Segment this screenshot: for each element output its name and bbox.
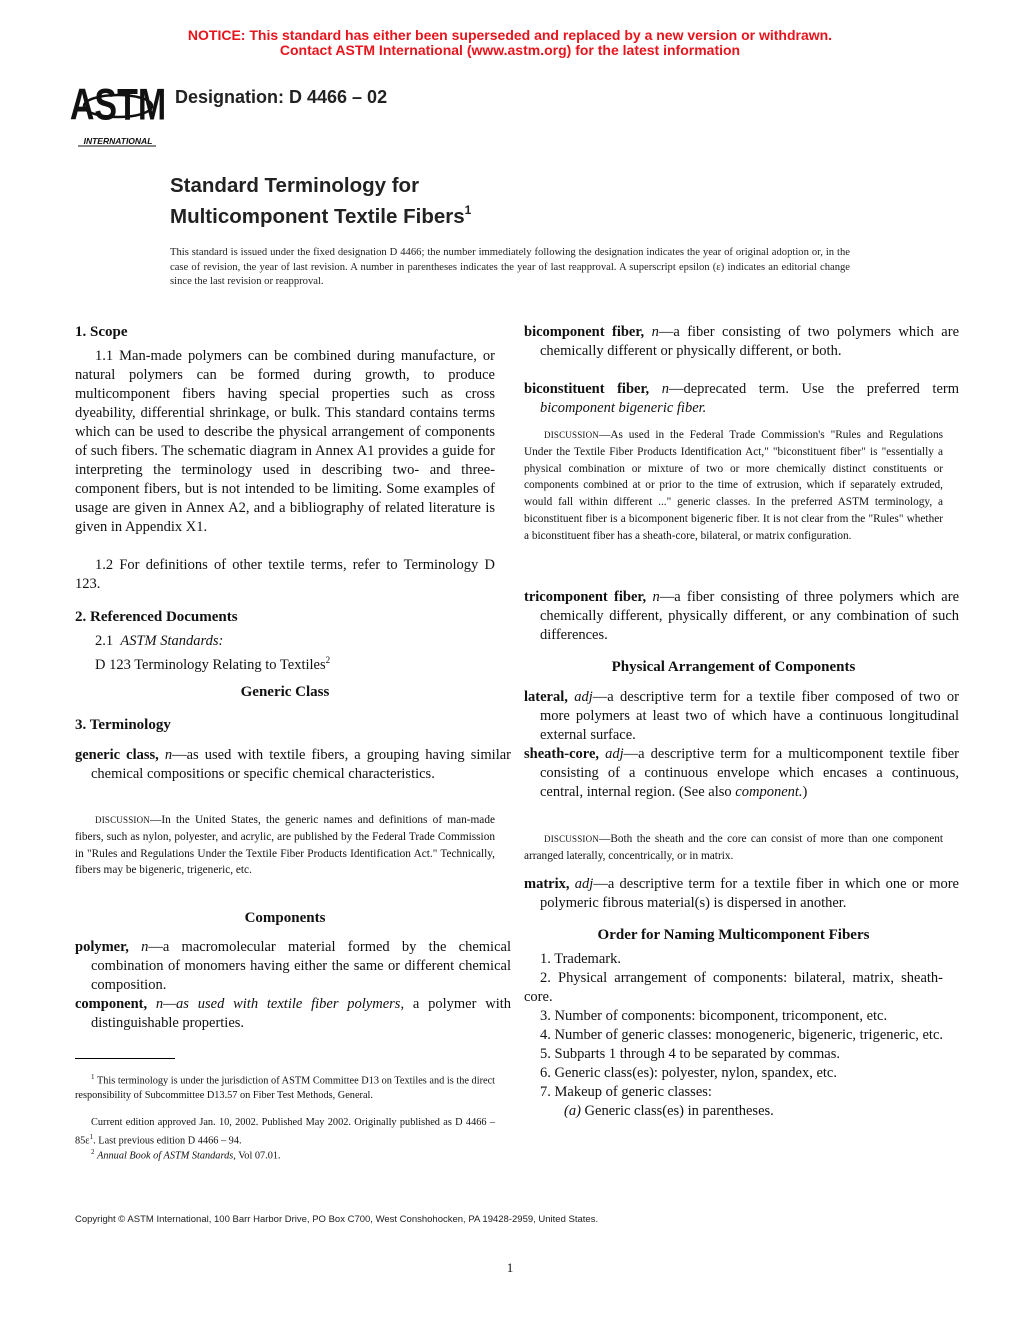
order-item: 5. Subparts 1 through 4 to be separated by commas. bbox=[540, 1046, 841, 1062]
term-name: biconstituent fiber, bbox=[524, 381, 650, 397]
reference-d123 bbox=[75, 651, 495, 675]
term-sheath-core bbox=[524, 745, 959, 802]
term-pos: n bbox=[651, 324, 659, 340]
term-pos: adj bbox=[574, 689, 593, 705]
term-pos: n bbox=[652, 589, 660, 605]
order-naming-heading: Order for Naming Multicomponent Fibers bbox=[597, 927, 870, 943]
astm-standards-label: ASTM Standards: bbox=[120, 633, 224, 649]
discussion-label: DISCUSSION bbox=[544, 834, 600, 844]
discussion-label: DISCUSSION bbox=[95, 815, 151, 825]
footnote-text-italic: Annual Book of ASTM Standards bbox=[97, 1150, 234, 1162]
discussion-label: DISCUSSION bbox=[544, 430, 600, 440]
term-name: generic class, bbox=[75, 747, 159, 763]
term-definition: —a descriptive term for a multicomponent textile fiber consisting of a continuous envelope which encases a continuous, central, internal region. (See also bbox=[540, 746, 959, 800]
svg-text:ASTM: ASTM bbox=[69, 80, 167, 130]
order-item: 2. Physical arrangement of components: bilateral, matrix, sheath-core. bbox=[524, 970, 943, 1005]
notice-line-2: Contact ASTM International (www.astm.org) for the latest information bbox=[279, 42, 741, 58]
title-line-2: Multicomponent Textile Fibers bbox=[170, 205, 465, 228]
term-definition: —a descriptive term for a textile fiber in which one or more polymeric fibrous material(s) is dispersed in another. bbox=[540, 876, 959, 911]
paragraph-2-1 bbox=[75, 632, 495, 651]
footnote-text: This terminology is under the jurisdiction of ASTM Committee D13 on Textiles and is the direct responsibility of Subcommittee D13.57 on Fiber Test Methods, General. bbox=[75, 1075, 495, 1102]
footnote-2 bbox=[75, 1145, 495, 1163]
term-pos: n bbox=[155, 996, 164, 1012]
paragraph-number: 2.1 bbox=[95, 633, 114, 649]
order-list bbox=[524, 950, 943, 1121]
page-title bbox=[170, 174, 471, 229]
term-pos: adj bbox=[605, 746, 624, 762]
reference-d123-text: D 123 Terminology Relating to Textiles bbox=[95, 656, 326, 673]
title-footnote-mark: 1 bbox=[464, 203, 472, 217]
order-item: 6. Generic class(es): polyester, nylon, spandex, etc. bbox=[540, 1065, 837, 1081]
term-pos: n bbox=[141, 939, 149, 955]
notice-line-1: NOTICE: This standard has either been superseded and replaced by a new version or withdrawn. bbox=[187, 27, 833, 43]
discussion-generic-class bbox=[75, 812, 495, 879]
footnote-text: , Vol 07.01. bbox=[233, 1150, 281, 1162]
term-component bbox=[75, 995, 511, 1033]
term-generic-class bbox=[75, 746, 511, 784]
term-bicomponent-fiber bbox=[524, 323, 959, 361]
preamble: This standard is issued under the fixed designation D 4466; the number immediately following the designation indicates the year of original adoption or, in the case of revision, the year of last revision. A number in parentheses indicates the year of last reapproval. A superscript epsilon (ε) indicates an editorial change since the last revision or reapproval. bbox=[170, 247, 850, 288]
term-definition: —a fiber consisting of two polymers which are chemically different or physically different, or both. bbox=[540, 324, 960, 359]
physical-arrangement-heading: Physical Arrangement of Components bbox=[611, 659, 856, 675]
discussion-text: —In the United States, the generic names and definitions of man-made fibers, such as nylon, polyester, and acrylic, are published by the Federal Trade Commission in "Rules and Regulations Under the Textile Fiber Products Identification Act." Technically, fibers may be bigeneric, trigeneric, etc. bbox=[75, 814, 495, 877]
term-lateral bbox=[524, 688, 959, 745]
term-name: bicomponent fiber, bbox=[524, 324, 645, 340]
copyright: Copyright © ASTM International, 100 Barr Harbor Drive, PO Box C700, West Conshohocken, PA 19428-2959, United States. bbox=[75, 1214, 599, 1225]
discussion-sheath-core bbox=[524, 831, 943, 865]
term-tricomponent-fiber bbox=[524, 588, 959, 645]
term-name: component, bbox=[75, 996, 148, 1012]
footnote-sup: 1 bbox=[89, 1133, 94, 1141]
sub-item-label: (a) bbox=[564, 1103, 581, 1119]
term-pos: adj bbox=[574, 876, 594, 892]
generic-class-heading: Generic Class bbox=[240, 684, 330, 700]
term-name: polymer, bbox=[75, 939, 129, 955]
term-definition: —deprecated term. Use the preferred term bbox=[668, 381, 959, 397]
footnote-mark: 2 bbox=[91, 1148, 95, 1156]
paragraph-1-2: 1.2 For definitions of other textile terms, refer to Terminology D 123. bbox=[75, 557, 495, 592]
footnote-mark: 1 bbox=[91, 1073, 95, 1081]
order-item: 7. Makeup of generic classes: bbox=[540, 1084, 712, 1100]
svg-text:INTERNATIONAL: INTERNATIONAL bbox=[83, 136, 153, 146]
term-pos: n bbox=[661, 381, 669, 397]
term-pos: n bbox=[164, 747, 173, 763]
term-name: tricomponent fiber, bbox=[524, 589, 647, 605]
term-definition: —a descriptive term for a textile fiber composed of two or more polymers at least two of which have a continuous longitudinal external surface. bbox=[540, 689, 960, 743]
discussion-text: —As used in the Federal Trade Commission's "Rules and Regulations Under the Textile Fiber Products Identification Act," "biconstituent fiber" is "essentially a physical combination or mixture of two or more chemically distinct constituents or components combined at or prior to the time of extrusion, which if separately extruded, would fall within different ..." generic classes. In the preferred ASTM terminology, a biconstituent fiber is a bicomponent bigeneric fiber. It is not clear from the "Rules" whether a biconstituent fiber has a sheath-core, bilateral, or matrix configuration. bbox=[524, 429, 943, 542]
term-definition: —a macromolecular material formed by the chemical combination of monomers having either the same or different chemical composition. bbox=[91, 939, 511, 993]
designation: Designation: D 4466 – 02 bbox=[175, 87, 388, 107]
term-definition-italic: —as used with textile fiber polymers bbox=[163, 996, 401, 1012]
term-matrix bbox=[524, 875, 959, 913]
term-definition: , a polymer with distinguishable properties. bbox=[91, 996, 511, 1031]
footnote-text: Current edition approved Jan. 10, 2002. Published May 2002. Originally published as D 4466 – 85ε bbox=[75, 1117, 495, 1147]
page-number: 1 bbox=[506, 1260, 514, 1275]
astm-logo bbox=[69, 78, 167, 148]
term-definition-italic: bicomponent bigeneric fiber. bbox=[540, 400, 707, 416]
footnote-1-edition bbox=[75, 1115, 495, 1148]
discussion-text: —Both the sheath and the core can consist of more than one component arranged laterally, concentrically, or in matrix. bbox=[524, 833, 943, 862]
footnote-divider bbox=[75, 1058, 175, 1059]
order-item: 1. Trademark. bbox=[540, 951, 621, 967]
term-definition-italic: component. bbox=[735, 784, 803, 800]
title-line-1: Standard Terminology for bbox=[170, 174, 420, 197]
footnote-1 bbox=[75, 1070, 495, 1103]
term-definition: —as used with textile fibers, a grouping having similar chemical compositions or specific chemical characteristics. bbox=[91, 747, 511, 782]
term-name: matrix, bbox=[524, 876, 570, 892]
components-heading: Components bbox=[244, 910, 326, 926]
term-polymer bbox=[75, 938, 511, 995]
term-definition-end: ) bbox=[802, 784, 808, 800]
footnote-text: . Last previous edition D 4466 – 94. bbox=[93, 1135, 242, 1147]
referenced-documents-heading: 2. Referenced Documents bbox=[75, 609, 238, 625]
term-name: lateral, bbox=[524, 689, 568, 705]
term-definition: —a fiber consisting of three polymers which are chemically different, physically different, or any combination of such differences. bbox=[540, 589, 960, 643]
discussion-biconstituent bbox=[524, 427, 943, 545]
order-sub-item bbox=[524, 1102, 943, 1121]
order-item: 3. Number of components: bicomponent, tricomponent, etc. bbox=[540, 1008, 888, 1024]
term-name: sheath-core, bbox=[524, 746, 600, 762]
order-item: 4. Number of generic classes: monogeneric, bigeneric, trigeneric, etc. bbox=[540, 1027, 944, 1043]
paragraph-1-1: 1.1 Man-made polymers can be combined during manufacture, or natural polymers can be formed during growth, to produce multicomponent fibers having special properties such as cross dyeability, differential shrinkage, or bulk. This standard contains terms which can be used to describe the physical arrangement of components of such fibers. The schematic diagram in Annex A1 provides a guide for interpreting the terminology used in describing two- and three-component fibers, but is not intended to be limiting. Some examples of usage are given in Annex A2, and a bibliography of related literature is given in Appendix X1. bbox=[75, 348, 495, 535]
term-biconstituent-fiber bbox=[524, 380, 959, 418]
sub-item-text: Generic class(es) in parentheses. bbox=[580, 1103, 774, 1119]
footnote-mark: 2 bbox=[325, 655, 331, 665]
scope-heading: 1. Scope bbox=[75, 324, 128, 340]
terminology-heading: 3. Terminology bbox=[75, 717, 171, 733]
